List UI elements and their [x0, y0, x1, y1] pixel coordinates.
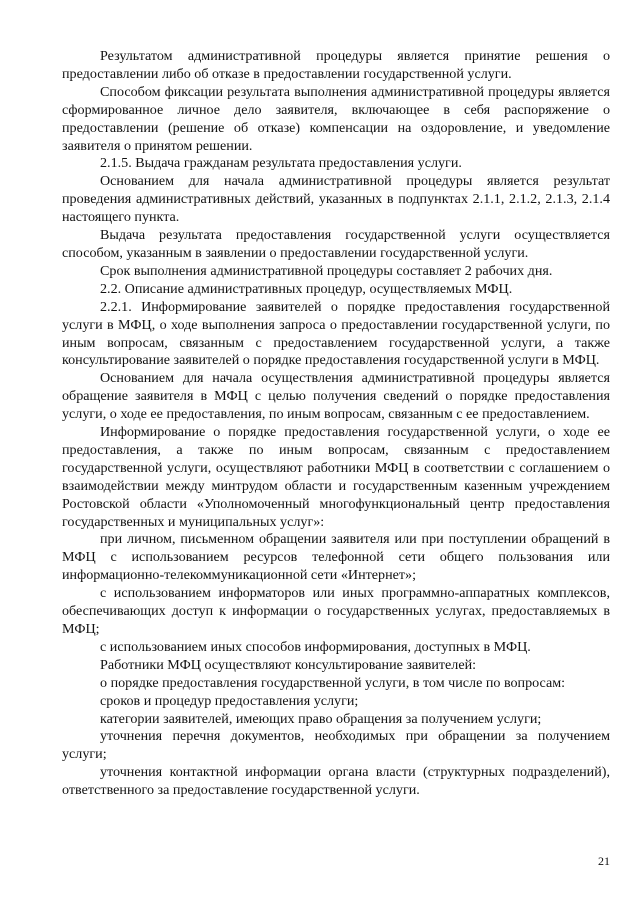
document-body: [62, 48, 610, 800]
paragraph: Работники МФЦ осуществляют консультирование заявителей:: [100, 656, 477, 673]
paragraph: Срок выполнения административной процедуры составляет 2 рабочих дня.: [100, 262, 553, 279]
list-item: уточнения контактной информации органа власти (структурных подразделений), ответственного за предоставление государственной услуги.: [62, 764, 610, 799]
paragraph: Основанием для начала административной процедуры является результат проведения административных действий, указанных в подпунктах 2.1.1, 2.1.2, 2.1.3, 2.1.4 настоящего пункта.: [62, 173, 610, 226]
paragraph: Способом фиксации результата выполнения административной процедуры является сформированное личное дело заявителя, включающее в себя распоряжение о предоставлении (решение об отказе) компенсации на оздоровление, и уведомление заявителя о принятом решении.: [62, 83, 610, 154]
page-number: 21: [598, 854, 610, 868]
list-item: категории заявителей, имеющих право обращения за получением услуги;: [100, 710, 542, 727]
list-item: о порядке предоставления государственной услуги, в том числе по вопросам:: [100, 674, 566, 691]
paragraph: Выдача результата предоставления государственной услуги осуществляется способом, указанным в заявлении о предоставлении государственной услуги.: [62, 227, 610, 261]
list-item: при личном, письменном обращении заявителя или при поступлении обращений в МФЦ с использованием ресурсов телефонной сети общего пользования или информационно-телекоммуникационной сети «Интернет»;: [62, 531, 610, 584]
section-heading: 2.1.5. Выдача гражданам результата предоставления услуги.: [100, 155, 462, 172]
paragraph: 2.2.1. Информирование заявителей о порядке предоставления государственной услуги в МФЦ, о ходе выполнения запроса о предоставлении государственной услуги, по иным вопросам, связанным с предоставлением государственной услуги, а также консультирование заявителей о порядке предоставления государственной услуги в МФЦ.: [62, 298, 610, 369]
paragraph: Результатом административной процедуры является принятие решения о предоставлении либо об отказе в предоставлении государственной услуги.: [62, 48, 610, 82]
paragraph: Информирование о порядке предоставления государственной услуги, о ходе ее предоставления, а также по иным вопросам, связанным с предоставлением государственной услуги, осуществляют работники МФЦ в соответствии с соглашением о взаимодействии между минтрудом области и государственным казенным учреждением Ростовской области «Уполномоченный многофункциональный центр предоставления государственных и муниципальных услуг»:: [62, 424, 610, 530]
list-item: уточнения перечня документов, необходимых при обращении за получением услуги;: [62, 728, 610, 763]
paragraph: Основанием для начала осуществления административной процедуры является обращение заявителя в МФЦ с целью получения сведений о порядке предоставления услуги, о ходе ее предоставления, по иным вопросам, связанным с ее предоставлением.: [62, 370, 610, 423]
section-heading: 2.2. Описание административных процедур, осуществляемых МФЦ.: [100, 280, 513, 297]
list-item: с использованием информаторов или иных программно-аппаратных комплексов, обеспечивающих доступ к информации о государственных услугах, предоставляемых в МФЦ;: [62, 585, 610, 637]
list-item: сроков и процедур предоставления услуги;: [100, 692, 359, 709]
list-item: с использованием иных способов информирования, доступных в МФЦ.: [100, 638, 531, 655]
